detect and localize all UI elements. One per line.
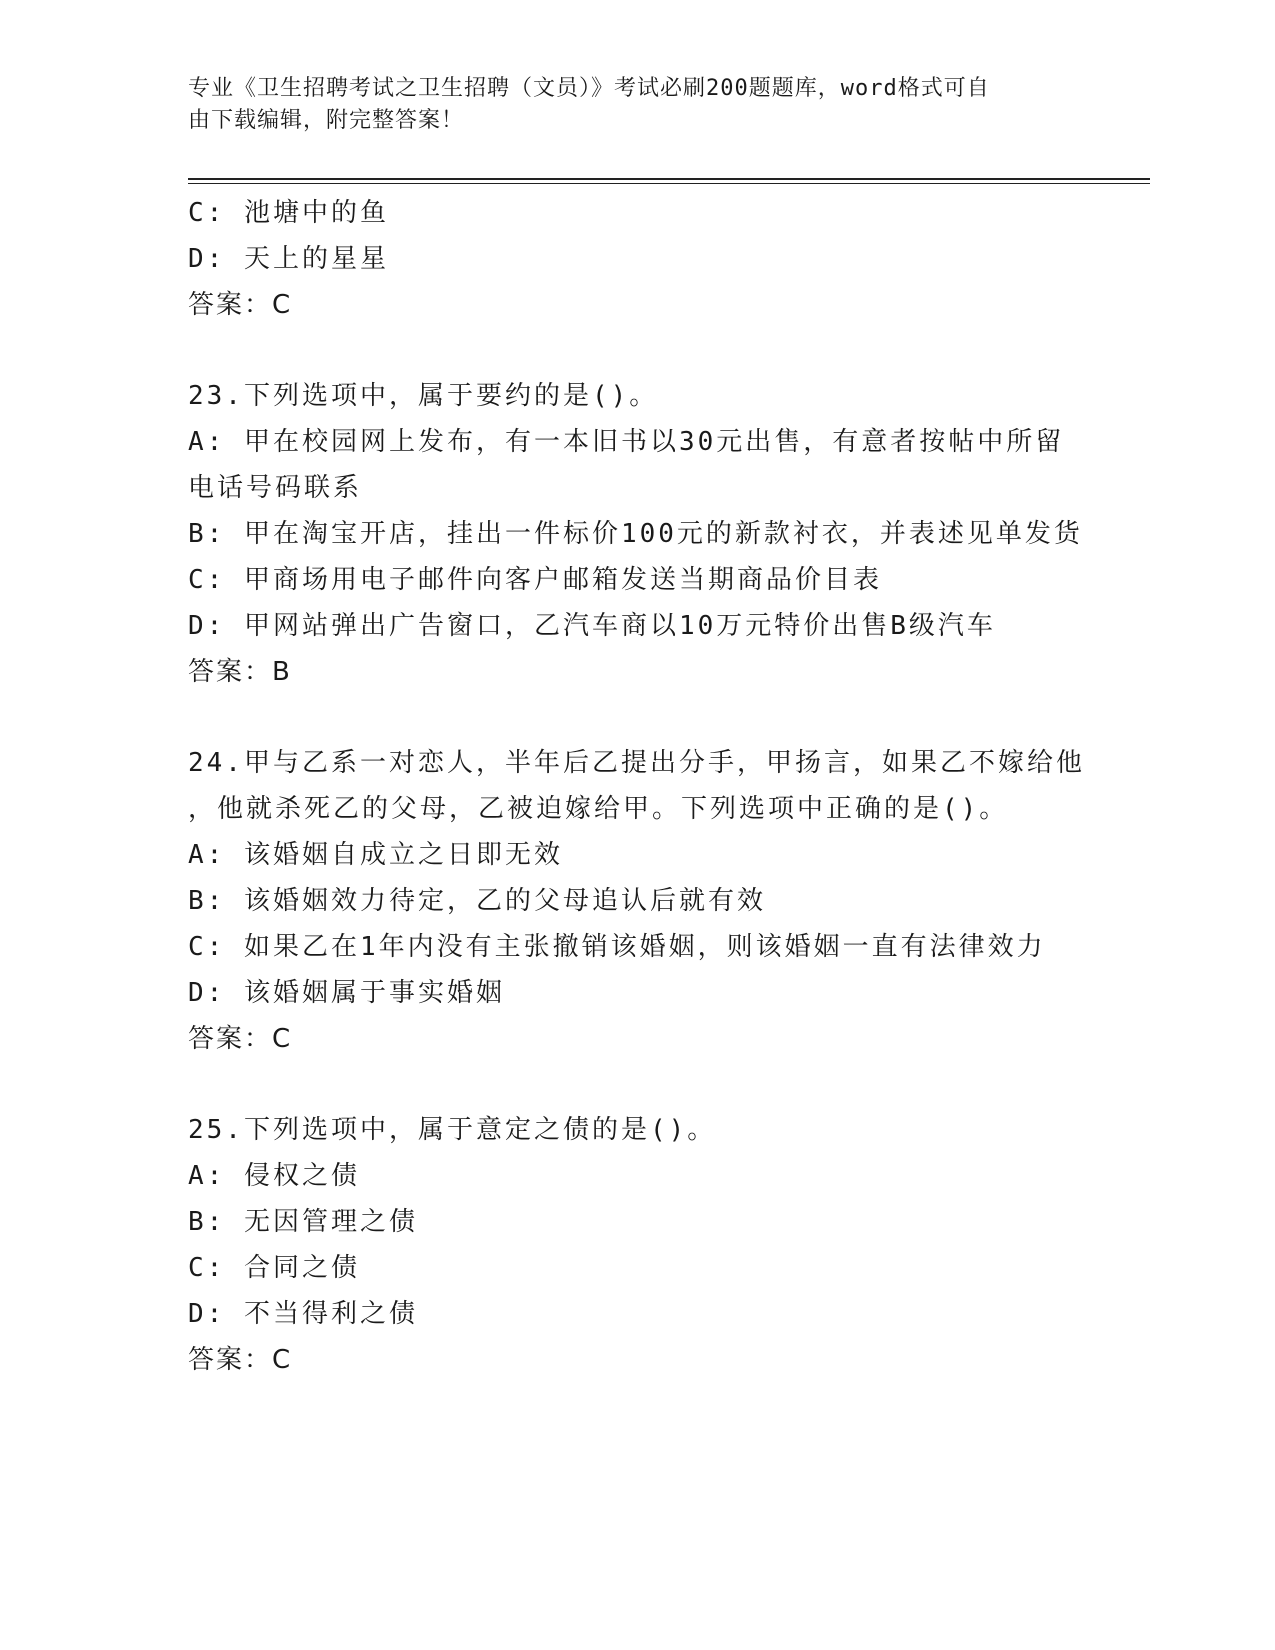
option-b: B: 无因管理之债	[188, 1207, 418, 1237]
spacer	[188, 328, 1088, 373]
spacer	[188, 1062, 1088, 1107]
answer-line: 答案：C	[188, 290, 293, 320]
option-d: D: 甲网站弹出广告窗口，乙汽车商以10万元特价出售B级汽车	[188, 611, 996, 641]
option-a: A: 该婚姻自成立之日即无效	[188, 840, 563, 870]
question-22-tail	[188, 190, 1088, 328]
option-a-continued: 电话号码联系	[188, 473, 363, 503]
option-c: C: 如果乙在1年内没有主张撤销该婚姻，则该婚姻一直有法律效力	[188, 932, 1046, 962]
answer-line: 答案：C	[188, 1345, 293, 1375]
option-d: D: 天上的星星	[188, 244, 389, 274]
question-stem: 25.下列选项中，属于意定之债的是()。	[188, 1115, 717, 1145]
question-stem-continued: ，他就杀死乙的父母，乙被迫嫁给甲。下列选项中正确的是()。	[188, 794, 1009, 824]
header-line-1: 专业《卫生招聘考试之卫生招聘（文员）》考试必刷200题题库，word格式可自	[188, 76, 990, 101]
question-25	[188, 1107, 1088, 1383]
answer-line: 答案：C	[188, 1024, 293, 1054]
header-divider	[188, 178, 1150, 184]
option-b: B: 该婚姻效力待定，乙的父母追认后就有效	[188, 886, 766, 916]
question-stem: 24.甲与乙系一对恋人，半年后乙提出分手，甲扬言，如果乙不嫁给他	[188, 748, 1085, 778]
spacer	[188, 695, 1088, 740]
header-line-2: 由下载编辑，附完整答案！	[188, 108, 465, 133]
option-b: B: 甲在淘宝开店，挂出一件标价100元的新款衬衣，并表述见单发货	[188, 519, 1083, 549]
document-body	[188, 190, 1088, 1383]
option-a: A: 侵权之债	[188, 1161, 360, 1191]
question-23	[188, 373, 1088, 695]
option-c: C: 池塘中的鱼	[188, 198, 389, 228]
option-a: A: 甲在校园网上发布，有一本旧书以30元出售，有意者按帖中所留	[188, 427, 1065, 457]
option-c: C: 合同之债	[188, 1253, 360, 1283]
question-stem: 23.下列选项中，属于要约的是()。	[188, 381, 659, 411]
option-d: D: 不当得利之债	[188, 1299, 418, 1329]
answer-line: 答案：B	[188, 657, 292, 687]
document-header	[188, 73, 1068, 137]
question-24	[188, 740, 1088, 1062]
option-d: D: 该婚姻属于事实婚姻	[188, 978, 505, 1008]
option-c: C: 甲商场用电子邮件向客户邮箱发送当期商品价目表	[188, 565, 882, 595]
